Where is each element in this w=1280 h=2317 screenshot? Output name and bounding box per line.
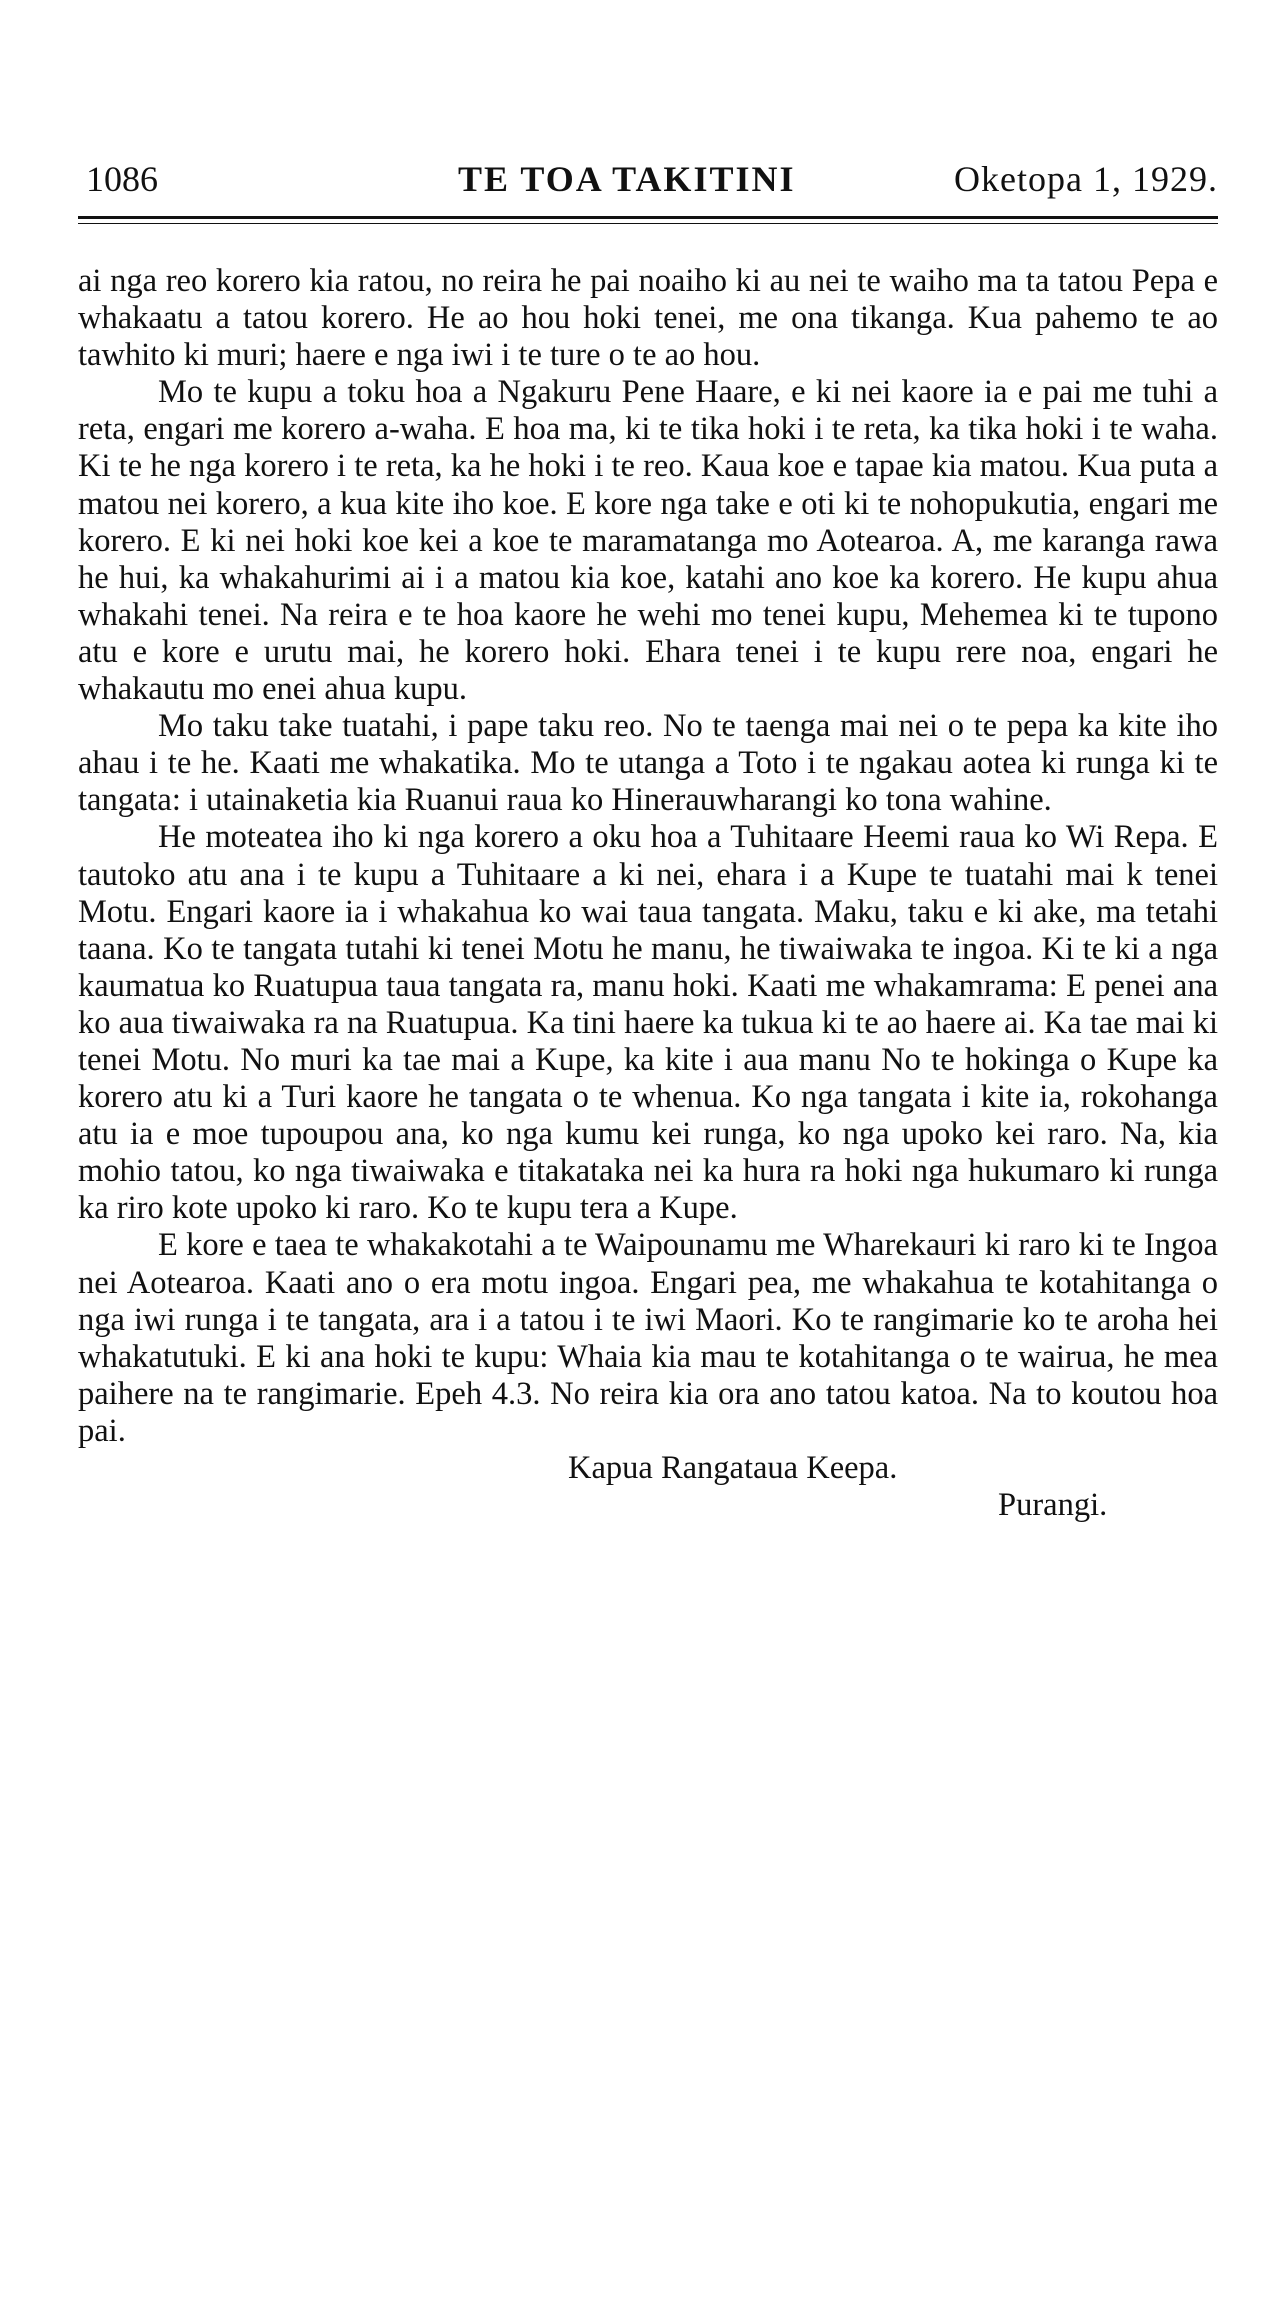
- issue-date: Oketopa 1, 1929.: [954, 159, 1218, 199]
- article-paragraph: Mo te kupu a toku hoa a Ngakuru Pene Haare, e ki nei kaore ia e pai me tuhi a reta, engari me korero a-waha. E hoa ma, ki te tika hoki i te reta, ka tika hoki i te waha. Ki te he nga korero i te reta, ka he hoki i te reo. Kaua koe e tapae kia matou. Kua puta a matou nei korero, a kua kite iho koe. E kore nga take e oti ki te nohopukutia, engari me korero. E ki nei hoki koe kei a koe te maramatanga mo Aotearoa. A, me karanga rawa he hui, ka whakahurimi ai i a matou kia koe, katahi ano koe ka korero. He kupu ahua whakahi tenei. Na reira e te hoa kaore he wehi mo tenei kupu, Mehemea ki te tupono atu e kore e urutu mai, he korero hoki. Ehara tenei i te kupu rere noa, engari he whakautu mo enei ahua kupu.: [78, 374, 1218, 708]
- page-number: 1086: [86, 159, 158, 199]
- article-paragraph: E kore e taea te whakakotahi a te Waipounamu me Wharekauri ki raro ki te Ingoa nei Aotearoa. Kaati ano o era motu ingoa. Engari pea, me whakahua te kotahitanga o nga iwi runga i te tangata, ara i a tatou i te iwi Maori. Ko te rangimarie ko te aroha hei whakatutuki. E ki ana hoki te kupu: Whaia kia mau te kotahitanga o te wairua, he mea paihere na te rangimarie. Epeh 4.3. No reira kia ora ano tatou katoa. Na to koutou hoa pai.: [78, 1227, 1218, 1449]
- article-paragraph: ai nga reo korero kia ratou, no reira he pai noaiho ki au nei te waiho ma ta tatou Pepa e whakaatu a tatou korero. He ao hou hoki tenei, me ona tikanga. Kua pahemo te ao tawhito ki muri; haere e nga iwi i te ture o te ao hou.: [78, 263, 1218, 374]
- article-body: [78, 263, 1218, 1524]
- signature-name: Kapua Rangataua Keepa.: [568, 1450, 898, 1486]
- journal-title: TE TOA TAKITINI: [458, 159, 796, 199]
- article-paragraph: Mo taku take tuatahi, i pape taku reo. No te taenga mai nei o te pepa ka kite iho ahau i te he. Kaati me whakatika. Mo te utanga a Toto i te ngakau aotea ki runga ki te tangata: i utainaketia kia Ruanui raua ko Hinerauwharangi ko tona wahine.: [78, 708, 1218, 819]
- header-rule-thin: [78, 223, 1218, 224]
- signature-block: [78, 1450, 1218, 1524]
- signature-place: Purangi.: [998, 1487, 1108, 1524]
- header-rule-thick: [78, 216, 1218, 219]
- article-paragraph: He moteatea iho ki nga korero a oku hoa a Tuhitaare Heemi raua ko Wi Repa. E tautoko atu ana i te kupu a Tuhitaare a ki nei, ehara i a Kupe te tuatahi mai k tenei Motu. Engari kaore ia i whakahua ko wai taua tangata. Maku, taku e ki ake, ma tetahi taana. Ko te tangata tutahi ki tenei Motu he manu, he tiwaiwaka te ingoa. Ki te ki a nga kaumatua ko Ruatupua taua tangata ra, manu hoki. Kaati me whakamrama: E penei ana ko aua tiwaiwaka ra na Ruatupua. Ka tini haere ka tukua ki te ao haere ai. Ka tae mai ki tenei Motu. No muri ka tae mai a Kupe, ka kite i aua manu No te hokinga o Kupe ka korero atu ki a Turi kaore he tangata o te whenua. Ko nga tangata i kite ia, rokohanga atu ia e moe tupoupou ana, ko nga kumu kei runga, ko nga upoko kei raro. Na, kia mohio tatou, ko nga tiwaiwaka e titakataka nei ka hura ra hoki nga hukumaro ki runga ka riro kote upoko ki raro. Ko te kupu tera a Kupe.: [78, 819, 1218, 1227]
- newspaper-page: [78, 158, 1218, 1524]
- page-header: [78, 158, 1218, 210]
